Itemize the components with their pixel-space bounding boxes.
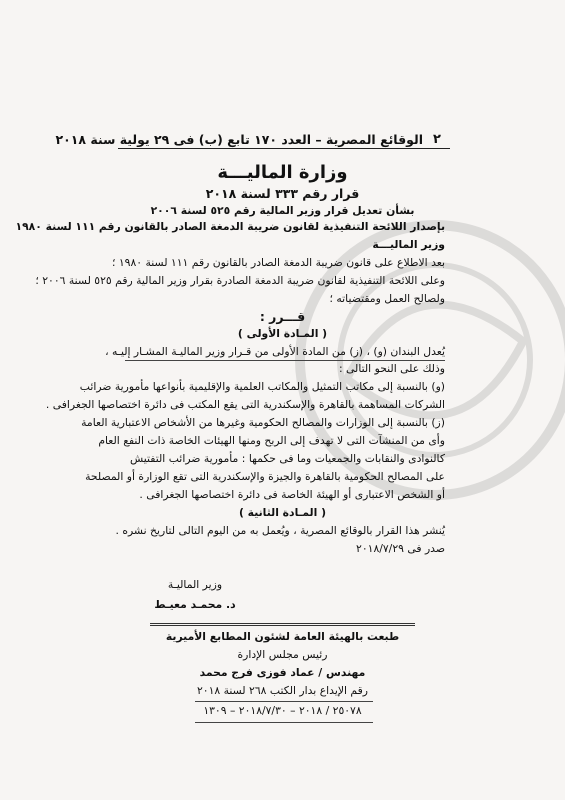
article-1-title: ( المـادة الأولى ): [237, 327, 328, 340]
chair-name: مهندس / عماد فوزى فرج محمد: [199, 666, 366, 679]
deposit-number: رقم الإيداع بدار الكتب ٢٦٨ لسنة ٢٠١٨: [196, 684, 368, 697]
article-1-line-2: وذلك على النحو التالى :: [338, 362, 445, 375]
footer-top-rule: [150, 623, 415, 626]
item-z-line-3: كالنوادى والنقابات والجمعيات وما فى حكمها : مأمورية ضرائب التفتيش: [129, 452, 445, 465]
item-z-line-2: وأى من المنشآت التى لا تهدف إلى الربح ومنها الهيئات الخاصة ذات النفع العام: [98, 434, 445, 447]
ministry-title: وزارة الماليـــة: [217, 162, 348, 183]
signer-name: د. محمـد معيـط: [154, 598, 236, 611]
signer-title: وزير الماليـة: [167, 578, 223, 591]
decided-heading: قـــرر :: [259, 309, 306, 324]
footer-rule: [195, 701, 373, 702]
print-code: ٢٥٠٧٨ / ٢٠١٨ – ٢٠١٨/٧/٣٠ – ١٣٠٩: [203, 704, 362, 717]
item-z-line-1: (ز) بالنسبة إلى الوزارات والمصالح الحكومية وغيرها من الأشخاص الاعتبارية العامة: [81, 416, 445, 429]
article-2-title: ( المـادة الثانية ): [238, 506, 327, 519]
article-1-line-1: يُعدل البندان (و) ، (ز) من المادة الأولى من قـرار وزير الماليـة المشـار إليـه ،: [105, 345, 445, 358]
article-1-divider: [125, 360, 445, 361]
item-z-line-4: على المصالح الحكومية بالقاهرة والجيزة والإسكندرية التى تقع الوزارة أو المصلحة: [85, 470, 445, 483]
preamble-line-2: وعلى اللائحة التنفيذية لقانون ضريبة الدمغة الصادرة بقرار وزير المالية رقم ٥٢٥ لسنة ٢٠٠٦ ؛: [35, 274, 445, 287]
decree-subject-1: بشأن تعديل قرار وزير المالية رقم ٥٢٥ لسنة ٢٠٠٦: [150, 204, 415, 217]
preamble-line-1: بعد الاطلاع على قانون ضريبة الدمغة الصادر بالقانون رقم ١١١ لسنة ١٩٨٠ ؛: [112, 256, 445, 269]
header-rule: [118, 148, 450, 149]
issued-date: صدر فى ٢٠١٨/٧/٢٩: [356, 542, 445, 555]
item-w-line-1: (و) بالنسبة إلى مكاتب التمثيل والمكاتب العلمية والإقليمية بأنواعها مأمورية ضرائب: [79, 380, 445, 393]
printed-by: طبعت بالهيئة العامة لشئون المطابع الأميرية: [165, 630, 400, 643]
chair-title: رئيس مجلس الإدارة: [237, 648, 328, 661]
article-2-text: يُنشر هذا القرار بالوقائع المصرية ، ويُعمل به من اليوم التالى لتاريخ نشره .: [115, 524, 445, 537]
page-number: ٢: [433, 132, 441, 147]
footer-bottom-rule: [195, 722, 373, 723]
issuer-title: وزير الماليـــة: [372, 238, 445, 251]
item-z-line-5: أو الشخص الاعتبارى أو الهيئة الخاصة فى دائرة اختصاصها الجغرافى .: [139, 488, 445, 501]
gazette-header: الوقائع المصرية – العدد ١٧٠ تابع (ب) فى ٢٩ يولية سنة ٢٠١٨: [55, 132, 423, 147]
preamble-line-3: ولصالح العمل ومقتضياته ؛: [329, 292, 445, 305]
item-w-line-2: الشركات المساهمة بالقاهرة والإسكندرية التى يقع المكتب فى دائرة اختصاصها الجغرافى .: [45, 398, 445, 411]
decree-subject-2: بإصدار اللائحة التنفيذية لقانون ضريبة الدمغة الصادر بالقانون رقم ١١١ لسنة ١٩٨٠: [15, 220, 445, 233]
decree-number: قرار رقم ٣٣٣ لسنة ٢٠١٨: [205, 186, 360, 201]
